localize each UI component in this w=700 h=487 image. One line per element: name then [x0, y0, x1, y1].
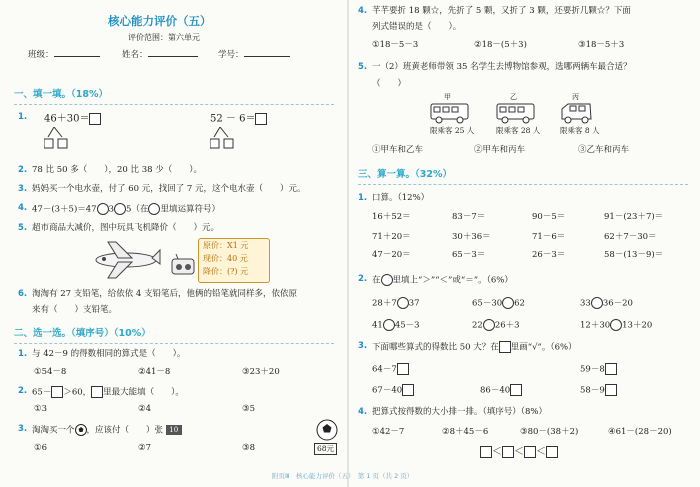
q6-line2: 来有（ ）支铅笔。 — [32, 305, 118, 315]
order-answer-row: ＜ ＜ ＜ — [480, 446, 558, 458]
soccer-ball-icon — [75, 424, 87, 436]
answer-box[interactable] — [255, 113, 267, 125]
operator-circle[interactable] — [97, 203, 109, 215]
bus-c-label: 丙 — [572, 93, 579, 101]
f50-item: 64－7 — [372, 363, 409, 375]
blank-box[interactable] — [51, 386, 63, 398]
c1-number: 1. — [18, 349, 28, 359]
bus-b-capacity: 限乘客 28 人 — [496, 126, 541, 135]
check-box[interactable] — [605, 363, 617, 375]
cmp-item: 33 36－20 — [580, 298, 633, 309]
check-box[interactable] — [605, 384, 617, 396]
order-box[interactable] — [480, 446, 492, 458]
decompose-lines-icon — [44, 127, 84, 153]
f50-item: 59－8 — [580, 363, 617, 375]
q4-number: 4. — [18, 203, 28, 213]
bus-a-label: 甲 — [444, 93, 451, 101]
order-box[interactable] — [502, 446, 514, 458]
answer-box[interactable] — [89, 113, 101, 125]
q5-text: 超市商品大减价，图中玩具飞机降价（ ）元。 — [32, 223, 220, 233]
c1-option3: ③23＋20 — [242, 367, 280, 377]
q1-tree1 — [44, 127, 84, 156]
oral-item: 71＋20＝ — [372, 232, 411, 242]
f50-title: 下面哪些算式的得数比 50 大？在 里画“√”。（6%） — [372, 342, 577, 353]
oral-item: 83－7＝ — [452, 212, 486, 222]
r5-option3: ③乙车和丙车 — [578, 145, 630, 155]
cmp-item: 12＋30 13＋20 — [580, 320, 653, 331]
current-price: 现价：40 元 — [203, 254, 248, 263]
oral-item: 71－6＝ — [532, 232, 566, 242]
oral-item: 58－(13－9)＝ — [604, 250, 664, 260]
order-option3: ③80－(38＋2) — [520, 427, 579, 437]
f50-item: 58－9 — [580, 384, 617, 396]
footer-text: 附页Ⅲ 核心能力评价（五） 第 1 页（共 2 页） — [272, 472, 414, 480]
soccer-ball-picture — [316, 419, 338, 444]
circle-hint-icon — [148, 203, 160, 215]
order-option4: ④61－(28－20) — [608, 427, 672, 437]
check-box[interactable] — [510, 384, 522, 396]
left-page — [0, 0, 347, 487]
r5-option2: ②甲车和丙车 — [474, 145, 526, 155]
cmp-item: 28＋7 37 — [372, 298, 420, 309]
toy-plane-icon — [92, 240, 162, 285]
c2-number: 2. — [18, 386, 28, 396]
c1-option2: ②41－8 — [138, 367, 171, 377]
ten-yuan-bill-icon: 10 — [166, 425, 182, 435]
class-field[interactable]: 班级： — [28, 51, 100, 60]
oral-item: 26－3＝ — [532, 250, 566, 260]
van-c-capacity: 限乘客 8 人 — [560, 126, 600, 135]
operator-circle[interactable] — [114, 203, 126, 215]
page-title: 核心能力评价（五） — [108, 14, 212, 28]
c2-text: 65－ ＞60， 里最大能填（ ）。 — [32, 387, 184, 398]
c3-text: 淘淘买一个 ，应该付（ ）张 10 — [32, 424, 182, 436]
q6-number: 6. — [18, 289, 28, 299]
c2-option2: ②4 — [138, 404, 152, 414]
q2-text: 78 比 50 多（ ），20 比 38 少（ ）。 — [32, 165, 202, 175]
compare-circle[interactable] — [502, 297, 514, 309]
section-calc: 三、算一算。（32%） — [358, 169, 452, 180]
oral-item: 90－5＝ — [532, 212, 566, 222]
c2-option3: ③5 — [242, 404, 256, 414]
oral-item: 65－3＝ — [452, 250, 486, 260]
q2-number: 2. — [18, 165, 28, 175]
original-price: 原价：X1 元 — [203, 241, 249, 250]
cmp-item: 41 45－3 — [372, 320, 420, 331]
q1-number: 1. — [18, 112, 28, 122]
order-option2: ②8＋45－6 — [442, 427, 489, 437]
r4-option1: ①18－5－3 — [372, 40, 419, 50]
student-id-field[interactable]: 学号： — [218, 51, 290, 60]
order-number: 4. — [358, 407, 368, 417]
q1-tree2 — [210, 127, 250, 156]
oral-item: 16＋52＝ — [372, 212, 411, 222]
r4-line1: 芊芊要折 18 颗☆，先折了 5 颗，又折了 3 颗，还要折几颗☆？下面 — [372, 6, 631, 16]
decompose-lines-icon — [210, 127, 250, 153]
q1-eq1: 46＋30＝ — [44, 113, 101, 125]
q4-text: 47－(3＋5)＝47 3 5（在 里填运算符号） — [32, 204, 220, 215]
r4-option2: ②18－(5＋3) — [474, 40, 527, 50]
compare-circle[interactable] — [591, 297, 603, 309]
page-divider — [347, 0, 349, 487]
compare-circle[interactable] — [383, 319, 395, 331]
r5-line2: （ ） — [372, 79, 407, 89]
r5-line1: 一（2）班黄老师带领 35 名学生去博物馆参观，选哪两辆车最合适？ — [372, 62, 632, 72]
oral-item: 47－20＝ — [372, 250, 411, 260]
r4-number: 4. — [358, 6, 368, 16]
r4-line2: 列式错误的是（ ）。 — [372, 22, 462, 32]
r4-option3: ③18－5＋3 — [578, 40, 625, 50]
oral-number: 1. — [358, 193, 368, 203]
order-title: 把算式按得数的大小排一排。（填序号）（8%） — [372, 407, 547, 417]
section-fill: 一、填一填。（18%） — [14, 89, 108, 100]
check-box[interactable] — [397, 363, 409, 375]
q1-eq2: 52 － 6＝ — [210, 113, 267, 125]
order-option1: ①42－7 — [372, 427, 405, 437]
section-divider — [14, 343, 334, 344]
f50-item: 67－40 — [372, 384, 414, 396]
c2-option1: ①3 — [34, 404, 48, 414]
price-drop: 降价：(?) 元 — [203, 267, 249, 276]
f50-item: 86－40 — [480, 384, 522, 396]
compare-circle[interactable] — [610, 319, 622, 331]
oral-title: 口算。（12%） — [372, 193, 430, 203]
c3-option3: ③8 — [242, 443, 256, 453]
q6-line1: 淘淘有 27 支铅笔，给依依 4 支铅笔后，他俩的铅笔就同样多，依依原 — [32, 289, 298, 299]
c1-text: 与 42－9 的得数相同的算式是（ ）。 — [32, 349, 186, 359]
price-tag — [198, 238, 270, 283]
compare-circle[interactable] — [483, 319, 495, 331]
oral-item: 91－(23＋7)＝ — [604, 212, 664, 222]
c1-option1: ①54－8 — [34, 367, 67, 377]
c3-number: 3. — [18, 424, 28, 434]
bus-b-icon — [496, 102, 536, 127]
name-field[interactable]: 姓名： — [122, 51, 198, 60]
order-box[interactable] — [546, 446, 558, 458]
check-box[interactable] — [402, 384, 414, 396]
box-hint-icon — [91, 386, 103, 398]
bus-a-capacity: 限乘客 25 人 — [430, 126, 475, 135]
ball-price: 68元 — [314, 443, 337, 455]
q3-number: 3. — [18, 184, 28, 194]
section-choose: 二、选一选。（填序号）（10%） — [14, 328, 151, 339]
oral-item: 62＋7－30＝ — [604, 232, 657, 242]
q3-text: 妈妈买一个电水壶，付了 60 元，找回了 7 元，这个电水壶（ ）元。 — [32, 184, 306, 194]
remote-control-icon — [170, 254, 196, 279]
scope-text: 评价范围：第六单元 — [128, 33, 200, 42]
c3-option2: ②7 — [138, 443, 152, 453]
r5-number: 5. — [358, 62, 368, 72]
bus-b-label: 乙 — [510, 93, 517, 101]
box-hint-icon — [499, 341, 511, 353]
cmp-item: 22 26＋3 — [472, 320, 520, 331]
bus-a-icon — [430, 102, 470, 127]
c3-option1: ①6 — [34, 443, 48, 453]
section-divider — [358, 184, 688, 185]
van-c-icon — [560, 102, 594, 127]
oral-item: 30＋36＝ — [452, 232, 491, 242]
r5-option1: ①甲车和乙车 — [372, 145, 424, 155]
order-box[interactable] — [524, 446, 536, 458]
cmp-item: 65－30 62 — [472, 298, 525, 309]
q5-number: 5. — [18, 223, 28, 233]
section-divider — [14, 104, 334, 105]
cmp-title: 在 里填上“＞”“＜”或“＝”。（6%） — [372, 275, 513, 286]
compare-circle[interactable] — [397, 297, 409, 309]
circle-hint-icon — [381, 274, 393, 286]
cmp-number: 2. — [358, 274, 368, 284]
f50-number: 3. — [358, 341, 368, 351]
